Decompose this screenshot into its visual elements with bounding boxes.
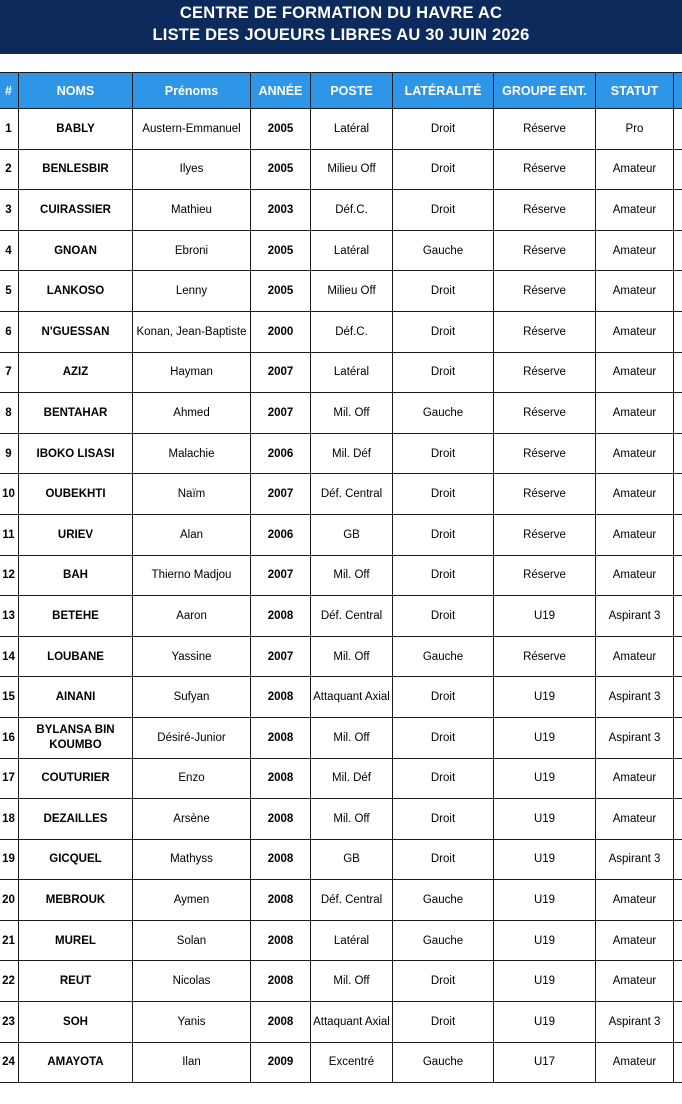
cell-extra [674,596,682,637]
cell-groupe: U19 [494,880,596,921]
cell-nom: BENLESBIR [19,149,133,190]
col-header-annee: ANNÉE [251,73,311,109]
cell-annee: 2007 [251,555,311,596]
document-subtitle: LISTE DES JOUEURS LIBRES AU 30 JUIN 2026 [152,26,530,44]
cell-groupe: Réserve [494,433,596,474]
cell-poste: Mil. Off [311,555,393,596]
cell-prenom: Lenny [133,271,251,312]
cell-statut: Aspirant 3 [596,596,674,637]
cell-lateralite: Droit [393,839,494,880]
cell-nom: LANKOSO [19,271,133,312]
cell-num: 13 [0,596,19,637]
cell-lateralite: Gauche [393,636,494,677]
cell-statut: Amateur [596,433,674,474]
cell-poste: Mil. Off [311,961,393,1002]
cell-annee: 2008 [251,880,311,921]
cell-nom: BENTAHAR [19,393,133,434]
table-row [0,799,682,840]
cell-prenom: Mathieu [133,190,251,231]
cell-statut: Amateur [596,636,674,677]
cell-poste: Attaquant Axial [311,1002,393,1043]
cell-lateralite: Droit [393,109,494,150]
cell-nom: BETEHE [19,596,133,637]
cell-annee: 2000 [251,311,311,352]
cell-num: 2 [0,149,19,190]
col-header-groupe: GROUPE ENT. [494,73,596,109]
cell-nom: AMAYOTA [19,1042,133,1083]
cell-statut: Amateur [596,880,674,921]
cell-lateralite: Gauche [393,230,494,271]
cell-annee: 2003 [251,190,311,231]
cell-poste: Latéral [311,230,393,271]
cell-nom: BYLANSA BIN KOUMBO [19,717,133,758]
cell-groupe: U19 [494,677,596,718]
cell-lateralite: Droit [393,717,494,758]
cell-prenom: Malachie [133,433,251,474]
cell-poste: Déf. Central [311,474,393,515]
cell-statut: Pro [596,109,674,150]
table-row [0,880,682,921]
cell-poste: Déf. Central [311,880,393,921]
cell-lateralite: Droit [393,190,494,231]
cell-nom: AINANI [19,677,133,718]
cell-prenom: Aaron [133,596,251,637]
cell-lateralite: Droit [393,1002,494,1043]
col-header-num: # [0,73,19,109]
cell-prenom: Konan, Jean-Baptiste [133,311,251,352]
cell-poste: Excentré [311,1042,393,1083]
cell-prenom: Ilan [133,1042,251,1083]
cell-lateralite: Droit [393,677,494,718]
cell-statut: Amateur [596,555,674,596]
cell-groupe: U19 [494,961,596,1002]
table-row [0,109,682,150]
cell-groupe: Réserve [494,555,596,596]
cell-lateralite: Droit [393,271,494,312]
cell-statut: Amateur [596,758,674,799]
cell-annee: 2007 [251,474,311,515]
cell-annee: 2005 [251,149,311,190]
cell-groupe: U19 [494,799,596,840]
table-row [0,190,682,231]
cell-num: 1 [0,109,19,150]
cell-annee: 2007 [251,352,311,393]
cell-annee: 2008 [251,920,311,961]
cell-annee: 2006 [251,514,311,555]
cell-groupe: Réserve [494,636,596,677]
cell-lateralite: Droit [393,474,494,515]
cell-lateralite: Droit [393,961,494,1002]
cell-statut: Amateur [596,190,674,231]
cell-num: 7 [0,352,19,393]
cell-nom: N'GUESSAN [19,311,133,352]
cell-num: 23 [0,1002,19,1043]
cell-poste: Latéral [311,920,393,961]
cell-extra [674,1002,682,1043]
cell-statut: Amateur [596,514,674,555]
cell-groupe: Réserve [494,271,596,312]
table-row [0,393,682,434]
cell-lateralite: Droit [393,514,494,555]
cell-statut: Aspirant 3 [596,677,674,718]
cell-nom: GNOAN [19,230,133,271]
cell-annee: 2008 [251,717,311,758]
cell-nom: AZIZ [19,352,133,393]
cell-prenom: Aymen [133,880,251,921]
cell-nom: CUIRASSIER [19,190,133,231]
cell-extra [674,149,682,190]
cell-poste: Déf.C. [311,311,393,352]
table-row [0,1002,682,1043]
cell-poste: Milieu Off [311,271,393,312]
cell-statut: Amateur [596,474,674,515]
cell-statut: Amateur [596,271,674,312]
cell-annee: 2007 [251,393,311,434]
table-row [0,514,682,555]
cell-groupe: Réserve [494,109,596,150]
cell-prenom: Mathyss [133,839,251,880]
cell-poste: Latéral [311,352,393,393]
col-header-poste: POSTE [311,73,393,109]
cell-annee: 2008 [251,758,311,799]
cell-nom: MUREL [19,920,133,961]
cell-extra [674,352,682,393]
cell-nom: OUBEKHTI [19,474,133,515]
cell-statut: Amateur [596,961,674,1002]
cell-num: 21 [0,920,19,961]
cell-statut: Amateur [596,352,674,393]
cell-groupe: Réserve [494,474,596,515]
cell-extra [674,677,682,718]
cell-prenom: Enzo [133,758,251,799]
cell-statut: Amateur [596,920,674,961]
cell-annee: 2008 [251,677,311,718]
table-row [0,474,682,515]
cell-annee: 2007 [251,636,311,677]
col-header-prenom: Prénoms [133,73,251,109]
cell-groupe: Réserve [494,149,596,190]
table-header-row [0,73,682,109]
cell-poste: Déf. Central [311,596,393,637]
cell-prenom: Solan [133,920,251,961]
cell-poste: GB [311,514,393,555]
cell-groupe: U19 [494,596,596,637]
cell-prenom: Sufyan [133,677,251,718]
cell-extra [674,717,682,758]
cell-annee: 2005 [251,271,311,312]
table-row [0,636,682,677]
table-row [0,758,682,799]
cell-statut: Amateur [596,1042,674,1083]
cell-annee: 2009 [251,1042,311,1083]
cell-groupe: Réserve [494,190,596,231]
table-row [0,717,682,758]
cell-extra [674,474,682,515]
cell-prenom: Ilyes [133,149,251,190]
cell-prenom: Ebroni [133,230,251,271]
col-header-statut: STATUT [596,73,674,109]
cell-annee: 2008 [251,596,311,637]
table-row [0,352,682,393]
cell-nom: GICQUEL [19,839,133,880]
col-header-extra [674,73,682,109]
cell-groupe: Réserve [494,393,596,434]
cell-poste: GB [311,839,393,880]
cell-extra [674,311,682,352]
cell-num: 4 [0,230,19,271]
table-row [0,1042,682,1083]
cell-lateralite: Droit [393,311,494,352]
cell-num: 5 [0,271,19,312]
cell-nom: DEZAILLES [19,799,133,840]
cell-lateralite: Gauche [393,920,494,961]
cell-prenom: Yassine [133,636,251,677]
cell-num: 19 [0,839,19,880]
cell-poste: Latéral [311,109,393,150]
cell-extra [674,920,682,961]
cell-nom: LOUBANE [19,636,133,677]
cell-nom: MEBROUK [19,880,133,921]
cell-extra [674,393,682,434]
cell-groupe: Réserve [494,230,596,271]
cell-groupe: U19 [494,839,596,880]
cell-prenom: Alan [133,514,251,555]
table-row [0,920,682,961]
table-row [0,271,682,312]
cell-extra [674,1042,682,1083]
document-title: CENTRE DE FORMATION DU HAVRE AC [179,4,503,22]
title-banner [0,0,682,54]
cell-statut: Amateur [596,799,674,840]
cell-statut: Amateur [596,149,674,190]
cell-lateralite: Gauche [393,393,494,434]
cell-statut: Amateur [596,311,674,352]
cell-nom: COUTURIER [19,758,133,799]
cell-groupe: U19 [494,1002,596,1043]
cell-annee: 2008 [251,1002,311,1043]
cell-statut: Aspirant 3 [596,717,674,758]
cell-poste: Mil. Off [311,799,393,840]
cell-extra [674,109,682,150]
cell-poste: Mil. Off [311,393,393,434]
cell-extra [674,880,682,921]
cell-extra [674,961,682,1002]
cell-prenom: Hayman [133,352,251,393]
table-row [0,555,682,596]
cell-groupe: U19 [494,758,596,799]
cell-poste: Milieu Off [311,149,393,190]
table-row [0,149,682,190]
cell-annee: 2008 [251,839,311,880]
cell-extra [674,839,682,880]
table-row [0,230,682,271]
cell-extra [674,758,682,799]
cell-extra [674,271,682,312]
cell-groupe: Réserve [494,311,596,352]
cell-groupe: Réserve [494,514,596,555]
cell-lateralite: Droit [393,352,494,393]
cell-num: 14 [0,636,19,677]
cell-num: 12 [0,555,19,596]
cell-groupe: U19 [494,717,596,758]
cell-lateralite: Droit [393,758,494,799]
cell-prenom: Naïm [133,474,251,515]
cell-extra [674,799,682,840]
cell-poste: Mil. Off [311,636,393,677]
cell-poste: Mil. Déf [311,758,393,799]
cell-statut: Aspirant 3 [596,1002,674,1043]
cell-prenom: Nicolas [133,961,251,1002]
cell-prenom: Thierno Madjou [133,555,251,596]
cell-nom: IBOKO LISASI [19,433,133,474]
table-row [0,961,682,1002]
cell-lateralite: Droit [393,596,494,637]
cell-num: 24 [0,1042,19,1083]
cell-num: 10 [0,474,19,515]
cell-poste: Mil. Déf [311,433,393,474]
cell-nom: BABLY [19,109,133,150]
cell-extra [674,555,682,596]
cell-nom: REUT [19,961,133,1002]
players-table [0,72,682,1083]
cell-num: 17 [0,758,19,799]
cell-lateralite: Droit [393,555,494,596]
table-row [0,677,682,718]
cell-prenom: Désiré-Junior [133,717,251,758]
cell-prenom: Yanis [133,1002,251,1043]
cell-poste: Mil. Off [311,717,393,758]
cell-annee: 2008 [251,799,311,840]
table-row [0,433,682,474]
cell-num: 16 [0,717,19,758]
cell-annee: 2005 [251,109,311,150]
cell-poste: Attaquant Axial [311,677,393,718]
cell-lateralite: Gauche [393,880,494,921]
cell-extra [674,636,682,677]
col-header-lateralite: LATÉRALITÉ [393,73,494,109]
cell-groupe: Réserve [494,352,596,393]
cell-groupe: U19 [494,920,596,961]
cell-annee: 2006 [251,433,311,474]
cell-lateralite: Droit [393,433,494,474]
cell-extra [674,433,682,474]
cell-extra [674,190,682,231]
cell-prenom: Arsène [133,799,251,840]
cell-statut: Amateur [596,230,674,271]
table-body [0,109,682,1083]
cell-statut: Aspirant 3 [596,839,674,880]
cell-poste: Déf.C. [311,190,393,231]
col-header-nom: NOMS [19,73,133,109]
cell-nom: SOH [19,1002,133,1043]
cell-nom: BAH [19,555,133,596]
cell-num: 11 [0,514,19,555]
cell-annee: 2008 [251,961,311,1002]
cell-annee: 2005 [251,230,311,271]
cell-groupe: U17 [494,1042,596,1083]
table-row [0,839,682,880]
cell-num: 22 [0,961,19,1002]
cell-statut: Amateur [596,393,674,434]
cell-num: 3 [0,190,19,231]
cell-num: 20 [0,880,19,921]
cell-lateralite: Droit [393,799,494,840]
cell-num: 18 [0,799,19,840]
cell-prenom: Austern-Emmanuel [133,109,251,150]
cell-num: 6 [0,311,19,352]
cell-prenom: Ahmed [133,393,251,434]
cell-nom: URIEV [19,514,133,555]
cell-lateralite: Gauche [393,1042,494,1083]
cell-extra [674,230,682,271]
cell-num: 15 [0,677,19,718]
cell-lateralite: Droit [393,149,494,190]
cell-num: 8 [0,393,19,434]
table-row [0,311,682,352]
cell-extra [674,514,682,555]
cell-num: 9 [0,433,19,474]
table-row [0,596,682,637]
